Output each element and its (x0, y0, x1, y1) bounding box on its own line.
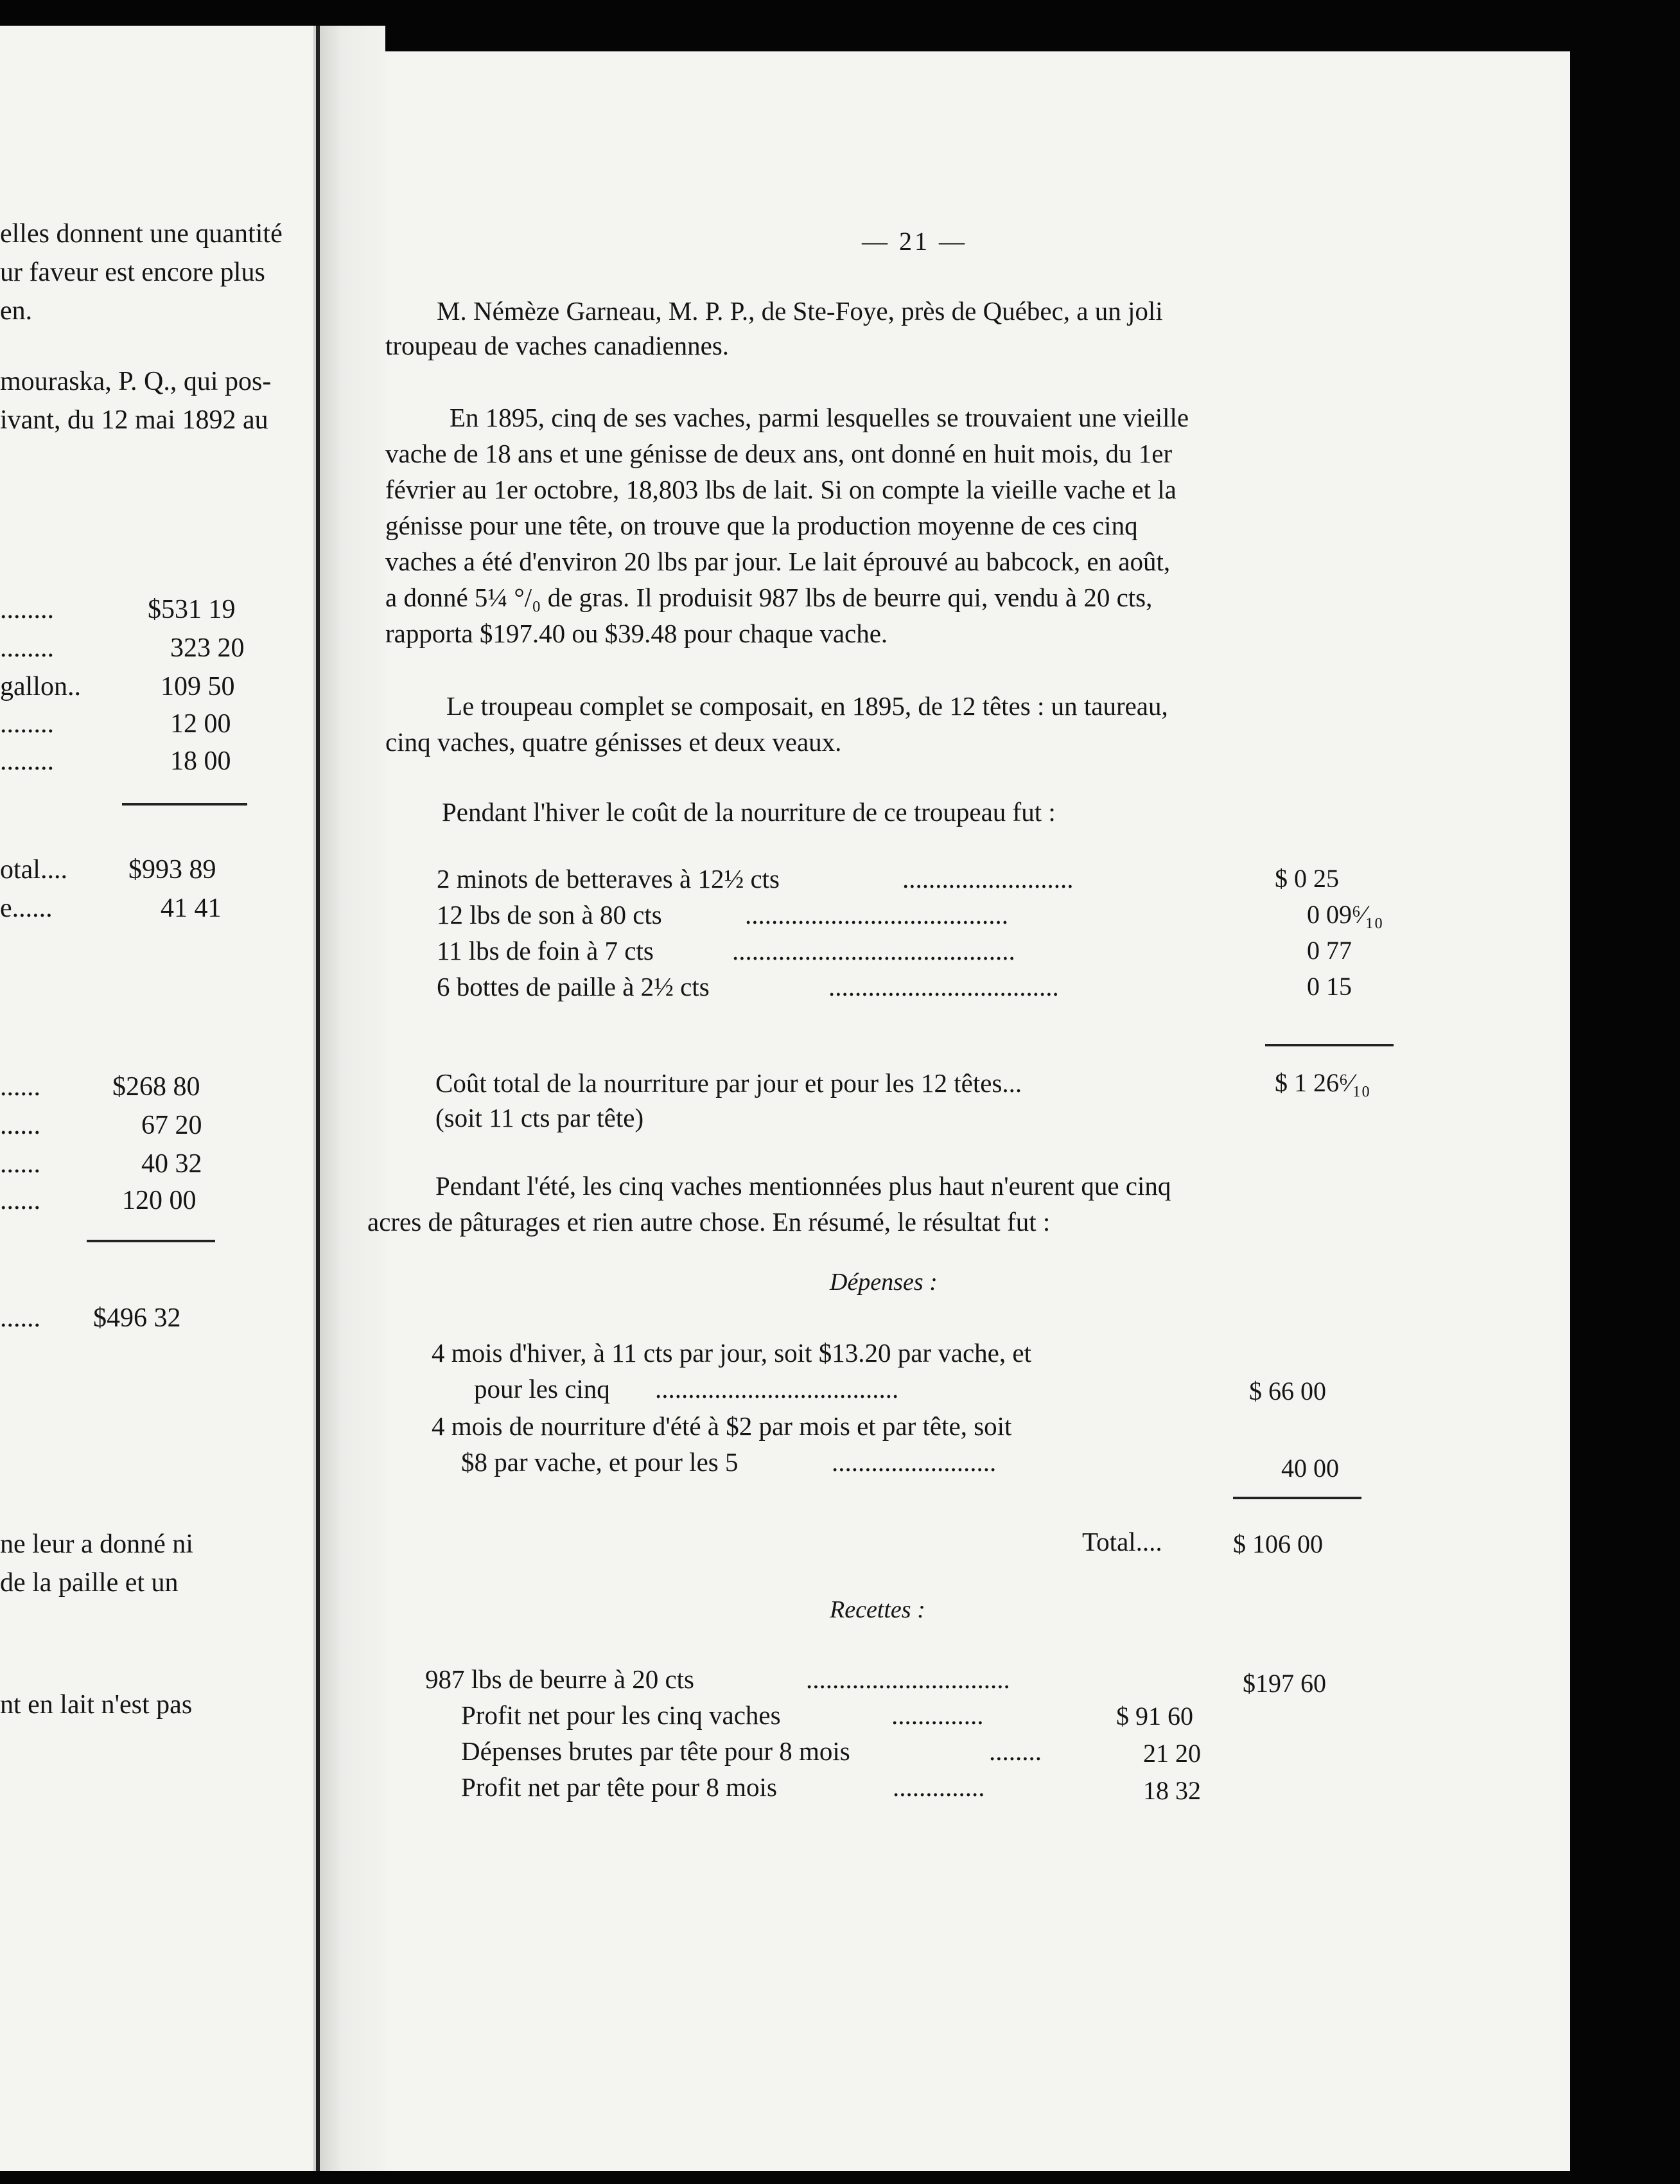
para2-line: vaches a été d'environ 20 lbs par jour. Le lait éprouvé au babcock, en août, (385, 547, 1171, 576)
para1-line: M. Némèze Garneau, M. P. P., de Ste-Foye, près de Québec, a un joli (437, 296, 1163, 326)
left-amount: 40 32 (141, 1149, 202, 1179)
expenses-rule (1233, 1497, 1361, 1499)
expenses-total-amount: $ 106 00 (1233, 1529, 1323, 1558)
feed-item-leader: ........................................ (745, 900, 1008, 929)
left-text-line: mouraska, P. Q., qui pos- (0, 367, 272, 396)
receipt-sub-amount: 18 32 (1143, 1776, 1201, 1805)
expense-amount: 40 00 (1281, 1454, 1339, 1483)
left-leader: ...... (0, 1072, 40, 1102)
left-leader: ...... (0, 1186, 40, 1215)
expense-line: 4 mois de nourriture d'été à $2 par mois et par tête, soit (432, 1411, 1012, 1441)
left-total-amount: $496 32 (93, 1303, 181, 1333)
left-total-label: otal.... (0, 855, 67, 885)
para4: Pendant l'hiver le coût de la nourriture de ce troupeau fut : (442, 797, 1056, 827)
left-text-line: ivant, du 12 mai 1892 au (0, 405, 268, 435)
left-text-line: de la paille et un (0, 1568, 179, 1598)
left-text-line: en. (0, 296, 33, 326)
receipt-sub-leader: .............. (893, 1772, 985, 1802)
feed-item-amount: $ 0 25 (1275, 864, 1339, 893)
receipt-sub-amount: 21 20 (1143, 1739, 1201, 1768)
expense-line: pour les cinq (474, 1374, 610, 1404)
receipt-sub-label: Profit net par tête pour 8 mois (461, 1772, 777, 1802)
para5-line: Pendant l'été, les cinq vaches mentionnées plus haut n'eurent que cinq (435, 1171, 1171, 1201)
feed-item-amount: 0 77 (1307, 936, 1352, 965)
expenses-heading: Dépenses : (830, 1269, 938, 1296)
left-amount: 12 00 (170, 709, 231, 739)
feed-total-amount: $ 1 26⁶⁄₁₀ (1275, 1068, 1370, 1097)
receipt-main-label: 987 lbs de beurre à 20 cts (425, 1664, 694, 1694)
feed-total-label: Coût total de la nourriture par jour et pour les 12 têtes... (435, 1068, 1022, 1098)
expense-line: $8 par vache, et pour les 5 (461, 1447, 739, 1477)
receipt-sub-label: Profit net pour les cinq vaches (461, 1700, 781, 1730)
left-leader: ........ (0, 746, 54, 776)
para2-line: vache de 18 ans et une génisse de deux ans, ont donné en huit mois, du 1er (385, 439, 1173, 468)
para2-line: a donné 5¼ °/₀ de gras. Il produisit 987 lbs de beurre qui, vendu à 20 cts, (385, 583, 1153, 612)
para2-line: février au 1er octobre, 18,803 lbs de lait. Si on compte la vieille vache et la (385, 475, 1177, 504)
receipt-sub-amount: $ 91 60 (1116, 1702, 1193, 1730)
left-leader: ...... (0, 1303, 40, 1333)
para3-line: Le troupeau complet se composait, en 1895, de 12 têtes : un taureau, (446, 691, 1168, 721)
receipt-sub-leader: ........ (989, 1736, 1042, 1766)
left-leader: gallon.. (0, 672, 81, 701)
left-leader: ........ (0, 595, 54, 624)
para2-line: En 1895, cinq de ses vaches, parmi lesquelles se trouvaient une vieille (450, 403, 1189, 432)
left-rule (122, 803, 247, 806)
feed-item-label: 11 lbs de foin à 7 cts (437, 936, 654, 965)
feed-item-label: 6 bottes de paille à 2½ cts (437, 972, 710, 1001)
expense-amount: $ 66 00 (1249, 1377, 1326, 1405)
expense-leader: ..................................... (655, 1374, 899, 1404)
para5-line: acres de pâturages et rien autre chose. En résumé, le résultat fut : (367, 1207, 1051, 1237)
feed-total-note: (soit 11 cts par tête) (435, 1103, 644, 1132)
page-number: — 21 — (862, 227, 967, 256)
para2-line: rapporta $197.40 ou $39.48 pour chaque vache. (385, 619, 888, 648)
left-amount: 67 20 (141, 1111, 202, 1140)
feed-item-leader: .......................... (902, 864, 1074, 894)
left-amount: 109 50 (161, 672, 235, 701)
receipt-main-leader: ............................... (806, 1664, 1010, 1694)
left-amount: 323 20 (170, 633, 245, 663)
left-leader: ...... (0, 1149, 40, 1179)
left-amount: $268 80 (112, 1072, 200, 1102)
receipts-heading: Recettes : (830, 1596, 925, 1623)
expenses-total-label: Total.... (1082, 1527, 1162, 1556)
feed-item-amount: 0 09⁶⁄₁₀ (1307, 900, 1383, 929)
left-text-line: ne leur a donné ni (0, 1529, 193, 1559)
para3-line: cinq vaches, quatre génisses et deux veaux. (385, 727, 842, 757)
expense-line: 4 mois d'hiver, à 11 cts par jour, soit $13.20 par vache, et (432, 1338, 1031, 1368)
feed-item-leader: ........................................... (732, 936, 1015, 965)
left-text-line: nt en lait n'est pas (0, 1690, 193, 1720)
receipt-main-amount: $197 60 (1243, 1669, 1326, 1698)
receipt-sub-leader: .............. (891, 1700, 984, 1730)
left-amount: 120 00 (122, 1186, 197, 1215)
left-total-amount: $993 89 (128, 855, 216, 885)
left-amount: 18 00 (170, 746, 231, 776)
feed-item-amount: 0 15 (1307, 972, 1352, 1001)
receipt-sub-label: Dépenses brutes par tête pour 8 mois (461, 1736, 850, 1766)
left-leader: ...... (0, 1111, 40, 1140)
feed-item-leader: ................................... (828, 972, 1059, 1001)
para1-line: troupeau de vaches canadiennes. (385, 331, 730, 360)
page-gutter (313, 26, 385, 2171)
left-text-line: ur faveur est encore plus (0, 258, 265, 287)
left-rule (87, 1240, 215, 1242)
expense-leader: ......................... (832, 1447, 997, 1477)
left-amount: 41 41 (161, 894, 222, 923)
para2-line: génisse pour une tête, on trouve que la production moyenne de ces cinq (385, 511, 1138, 540)
right-page (367, 51, 1570, 2171)
left-text-line: elles donnent une quantité (0, 219, 283, 249)
feed-item-label: 2 minots de betteraves à 12½ cts (437, 864, 780, 894)
feed-total-rule (1265, 1044, 1394, 1046)
feed-item-label: 12 lbs de son à 80 cts (437, 900, 662, 929)
left-leader: ........ (0, 633, 54, 663)
page-fold (316, 26, 320, 2171)
left-leader: e...... (0, 894, 53, 923)
left-amount: $531 19 (148, 595, 236, 624)
left-leader: ........ (0, 709, 54, 739)
left-page (0, 26, 313, 2171)
